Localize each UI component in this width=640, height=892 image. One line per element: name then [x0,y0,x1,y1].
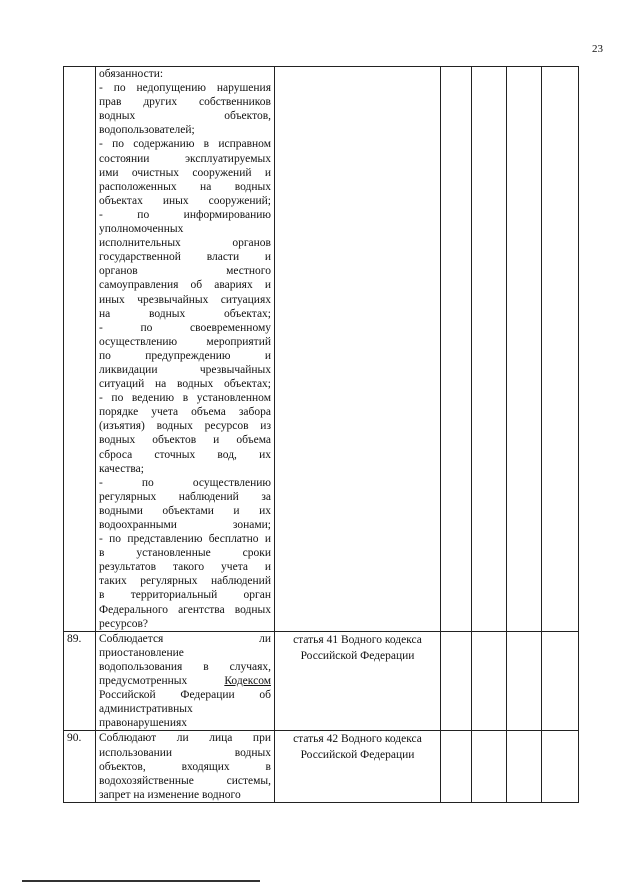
requirement-cell [96,731,275,802]
legal-reference-line: Российской Федерации [300,649,415,662]
requirement-line: - по информированию [99,208,271,221]
answer-cell [472,731,507,802]
legal-reference-line: Российской Федерации [300,749,415,762]
code-reference-link[interactable]: Кодексом [224,675,271,688]
requirement-line: качества; [99,462,144,475]
requirement-line: водных объектов и объема [99,434,271,447]
requirement-line: в территориальный орган [99,589,271,602]
requirement-line: Федерального агентства водных [99,603,271,616]
requirement-line: таких регулярных наблюдений [99,575,271,588]
answer-cell [472,631,507,731]
requirement-line: водохозяйственные системы, [99,774,271,787]
requirement-line: исполнительных органов [99,237,271,250]
requirement-line: правонарушениях [99,717,188,730]
requirement-line: - по недопущению нарушения [99,82,271,95]
answer-cell [542,67,579,632]
legal-reference-cell [275,67,441,632]
legal-reference-cell [275,731,441,802]
requirement-cell [96,631,275,731]
requirement-line: водопользователей; [99,124,195,137]
answer-cell [441,631,472,731]
requirement-line: водными объектами и их [99,504,271,517]
requirement-line: (изъятия) водных ресурсов из [99,420,271,433]
requirement-line: водоохранными зонами; [99,519,271,531]
requirement-line: приостановление [99,646,184,659]
requirement-line: водопользования в случаях, [99,660,271,673]
row-number-cell: 90. [64,731,96,802]
requirement-line: - по содержанию в исправном [99,138,271,151]
requirement-cell [96,67,275,632]
legal-reference-line: статья 42 Водного кодекса [293,733,422,746]
requirement-line: - по ведению в установленном [99,392,271,405]
requirement-line: ими очистных сооружений и [99,166,271,179]
requirement-line: иных чрезвычайных ситуациях [99,293,271,306]
requirement-line: использовании водных [99,746,271,759]
requirement-line: состоянии эксплуатируемых [99,152,271,165]
requirement-line: - по своевременному [99,321,271,334]
requirement-line: государственной власти и [99,251,271,264]
requirement-line: на водных объектах; [99,307,271,320]
answer-cell [507,631,542,731]
requirement-line: в установленные сроки [99,547,271,560]
requirement-line: осуществлению мероприятий [99,335,271,348]
requirement-line: ресурсов? [99,617,148,630]
requirement-line: предусмотренных Кодексом [99,675,271,688]
requirement-line: Соблюдается ли [99,632,271,645]
table-row [64,731,579,802]
answer-cell [542,631,579,731]
answer-cell [507,731,542,802]
checklist-table [63,66,579,803]
requirement-line: уполномоченных [99,223,184,236]
requirement-line: органов местного [99,265,271,278]
answer-cell [472,67,507,632]
requirement-line: административных [99,703,193,716]
requirement-line: обязанности: [99,68,164,80]
requirement-line: прав других собственников [99,96,271,109]
row-number-cell: 89. [64,631,96,731]
requirement-line: - по осуществлению [99,476,271,489]
answer-cell [441,731,472,802]
requirement-line: Российской Федерации об [99,689,271,702]
requirement-line: регулярных наблюдений за [99,490,271,503]
answer-cell [441,67,472,632]
answer-cell [542,731,579,802]
requirement-line: по предупреждению и [99,349,271,362]
requirement-line: объектах иных сооружений; [99,194,271,207]
legal-reference-line: статья 41 Водного кодекса [293,633,422,646]
requirement-line: запрет на изменение водного [99,788,241,801]
table-row [64,67,579,632]
requirement-line: ситуаций на водных объектах; [99,378,271,391]
requirement-line: водных объектов, [99,110,271,123]
page-number: 23 [592,43,603,55]
requirement-line: объектов, входящих в [99,760,271,773]
requirement-line: самоуправления об авариях и [99,279,271,292]
row-number-cell [64,67,96,632]
requirement-line: порядке учета объема забора [99,406,271,419]
requirement-line: Соблюдают ли лица при [99,732,271,745]
legal-reference-cell [275,631,441,731]
requirement-line: - по представлению бесплатно и [99,533,271,546]
requirement-line: результатов такого учета и [99,561,271,574]
checklist-body [64,67,579,803]
table-row [64,631,579,731]
answer-cell [507,67,542,632]
requirement-line: сброса сточных вод, их [99,448,271,461]
requirement-line: ликвидации чрезвычайных [99,363,271,376]
requirement-line: расположенных на водных [99,180,271,193]
footer-rule [22,880,260,882]
